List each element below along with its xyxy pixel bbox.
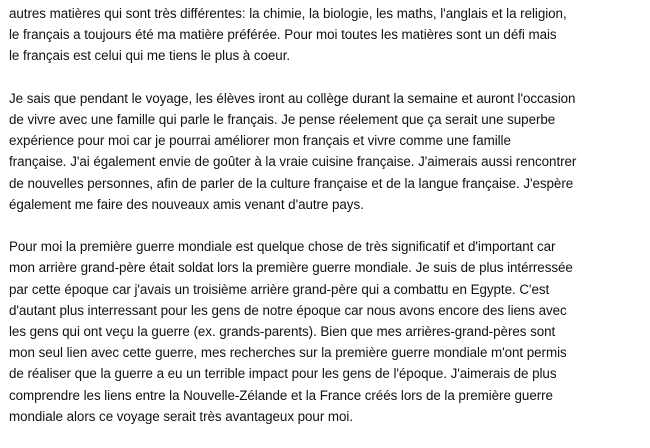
text-line: de nouvelles personnes, afin de parler de la culture française et de la langue française. J'espère xyxy=(9,175,574,191)
text-line: Pour moi la première guerre mondiale est quelque chose de très significatif et d'important car xyxy=(9,239,556,255)
text-line: de vivre avec une famille qui parle le français. Je pense réelement que ça serait une superbe xyxy=(9,112,556,127)
text-line: Je sais que pendant le voyage, les élèves iront au collège durant la semaine et auront l'occasion xyxy=(9,90,576,106)
text-line: le français est celui qui me tiens le plus à coeur. xyxy=(9,48,291,64)
text-line: également me faire des nouveaux amis venant d'autre pays. xyxy=(9,196,364,212)
text-line: autres matières qui sont très différentes: la chimie, la biologie, les maths, l'anglais et la religion, xyxy=(9,6,567,21)
text-line: expérience pour moi car je pourrai améliorer mon français et vivre comme une famille xyxy=(9,133,511,149)
paragraph-subjects xyxy=(9,3,645,67)
text-line: les gens qui ont veçu la guerre (ex. grands-parents). Bien que mes arrières-grand-pères sont xyxy=(9,324,556,340)
text-line: mon arrière grand-père était soldat lors la première guerre mondiale. Je suis de plus intérressée xyxy=(9,260,573,276)
text-line: comprendre les liens entre la Nouvelle-Zélande et la France créés lors de la première guerre xyxy=(9,387,553,403)
text-line: française. J'ai également envie de goûter à la vraie cuisine française. J'aimerais aussi rencontrer xyxy=(9,154,577,170)
text-line: le français a toujours été ma matière préférée. Pour moi toutes les matières sont un défi mais xyxy=(9,27,557,43)
document-body xyxy=(9,3,645,448)
text-line: de réaliser que la guerre a eu un terrible impact pour les gens de l'époque. J'aimerais de plus xyxy=(9,366,557,382)
text-line: mon seul lien avec cette guerre, mes recherches sur la première guerre mondiale m'ont permis xyxy=(9,345,567,361)
text-line: par cette époque car j'avais un troisième arrière grand-père qui a combattu en Egypte. C'est xyxy=(9,281,550,297)
paragraph-war xyxy=(9,236,645,427)
paragraph-trip xyxy=(9,88,645,215)
text-line: d'autant plus interressant pour les gens de notre époque car nous avons encore des liens avec xyxy=(9,302,567,318)
text-line: mondiale alors ce voyage serait très avantageux pour moi. xyxy=(9,408,354,424)
